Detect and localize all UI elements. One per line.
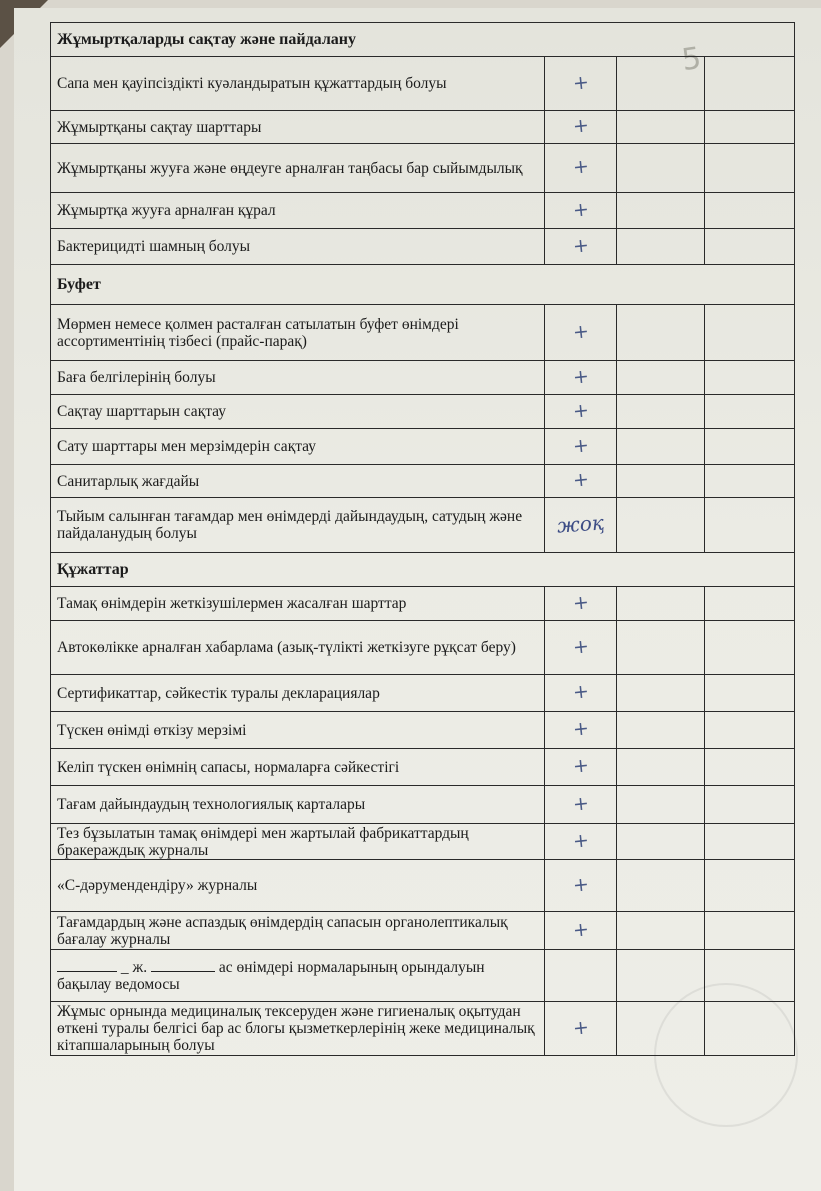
empty-cell [617,395,705,429]
item-text: Тамақ өнімдерін жеткізушілермен жасалған шарттар [51,587,545,621]
handwritten-mark: + [571,872,590,897]
handwritten-page-number: 5 [679,40,704,79]
empty-cell [617,824,705,860]
mark-cell [545,305,617,361]
section-row [51,23,795,57]
item-text: Мөрмен немесе қолмен расталған сатылатын буфет өнімдері ассортиментінің тізбесі (прайс-парақ) [51,305,545,361]
checklist-row [51,305,795,361]
handwritten-mark: + [571,468,590,492]
empty-cell [617,621,705,675]
mark-cell [545,229,617,265]
mark-cell [545,950,617,1002]
mark-cell [545,675,617,712]
handwritten-mark: + [571,114,590,138]
item-text: Жұмыртқа жууға арналған құрал [51,193,545,229]
handwritten-mark: + [571,634,590,659]
empty-cell [617,786,705,824]
empty-cell [705,712,795,749]
checklist-row [51,786,795,824]
handwritten-mark: + [571,1015,590,1040]
checklist-row [51,712,795,749]
checklist-row [51,193,795,229]
checklist-body [51,23,795,1056]
checklist-table [50,22,795,1056]
item-text: Сату шарттары мен мерзімдерін сақтау [51,429,545,465]
item-text: Жұмыртқаны жууға және өңдеуге арналған таңбасы бар сыйымдылық [51,144,545,193]
checklist-row [51,950,795,1002]
checklist-row [51,395,795,429]
item-text: Келіп түскен өнімнің сапасы, нормаларға сәйкестігі [51,749,545,786]
empty-cell [617,950,705,1002]
handwritten-mark: + [571,197,590,222]
empty-cell [617,361,705,395]
item-text: Жұмыртқаны сақтау шарттары [51,111,545,144]
item-text: Сапа мен қауіпсіздікті куәландыратын құжаттардың болуы [51,57,545,111]
empty-cell [617,229,705,265]
item-text: Түскен өнімді өткізу мерзімі [51,712,545,749]
mark-cell [545,786,617,824]
handwritten-mark: + [571,398,590,423]
handwritten-mark: + [571,233,590,258]
empty-cell [617,587,705,621]
empty-cell [705,465,795,498]
section-title: Құжаттар [51,553,795,587]
empty-cell [705,860,795,912]
empty-cell [705,675,795,712]
empty-cell [705,749,795,786]
empty-cell [705,587,795,621]
mark-cell [545,361,617,395]
empty-cell [705,498,795,553]
checklist-row [51,749,795,786]
empty-cell [705,144,795,193]
empty-cell [617,498,705,553]
checklist-row [51,361,795,395]
item-text-part: ас өнімдері нормаларының орындалуын бақылау ведомосы [57,958,485,993]
mark-cell [545,712,617,749]
mark-cell [545,912,617,950]
item-text: Баға белгілерінің болуы [51,361,545,395]
checklist-row [51,465,795,498]
empty-cell [617,712,705,749]
handwritten-mark: + [571,680,590,704]
handwritten-mark: + [571,791,590,816]
mark-cell [545,749,617,786]
handwritten-mark: жоқ [556,509,605,538]
mark-cell [545,824,617,860]
handwritten-mark: + [571,828,590,853]
empty-cell [705,621,795,675]
empty-cell [705,824,795,860]
handwritten-mark: + [571,433,590,458]
checklist-row [51,429,795,465]
section-title: Жұмыртқаларды сақтау және пайдалану [51,23,795,57]
checklist-row [51,57,795,111]
empty-cell [617,305,705,361]
checklist-row [51,1002,795,1056]
handwritten-mark: + [571,319,590,344]
mark-cell [545,498,617,553]
mark-cell [545,57,617,111]
checklist-row [51,824,795,860]
item-text: «С-дәрумендендіру» журналы [51,860,545,912]
item-text: Бактерицидті шамның болуы [51,229,545,265]
mark-cell [545,395,617,429]
checklist-row [51,621,795,675]
empty-cell [705,229,795,265]
item-text: Санитарлық жағдайы [51,465,545,498]
checklist-row [51,587,795,621]
item-text: Тағамдардың және аспаздық өнімдердің сапасын органолептикалық бағалау журналы [51,912,545,950]
item-text-part: _ ж. [117,958,151,976]
item-text: Сақтау шарттарын сақтау [51,395,545,429]
empty-cell [705,912,795,950]
checklist-row [51,229,795,265]
empty-cell [617,749,705,786]
item-text: Сертификаттар, сәйкестік туралы декларациялар [51,675,545,712]
item-text: Автокөлікке арналған хабарлама (азық-түлікті жеткізуге рұқсат беру) [51,621,545,675]
handwritten-mark: + [571,717,590,741]
item-text: Тағам дайындаудың технологиялық карталары [51,786,545,824]
handwritten-mark: + [571,590,590,615]
mark-cell [545,111,617,144]
mark-cell [545,465,617,498]
item-text: Тыйым салынған тағамдар мен өнімдерді дайындаудың, сатудың және пайдаланудың болуы [51,498,545,553]
empty-cell [617,465,705,498]
item-text: Жұмыс орнында медициналық тексеруден және гигиеналық оқытудан өткені туралы белгісі бар ас блогы қызметкерлерінің жеке медициналық кітапшаларының болуы [51,1002,545,1056]
empty-cell [705,429,795,465]
checklist-row [51,912,795,950]
mark-cell [545,860,617,912]
mark-cell [545,193,617,229]
empty-cell [617,860,705,912]
checklist-row [51,860,795,912]
checklist-row [51,144,795,193]
empty-cell [705,193,795,229]
checklist-row [51,498,795,553]
mark-cell [545,144,617,193]
mark-cell [545,1002,617,1056]
empty-cell [705,1002,795,1056]
item-text [51,950,545,1002]
empty-cell [617,429,705,465]
empty-cell [705,111,795,144]
mark-cell [545,587,617,621]
handwritten-mark: + [571,917,590,942]
blank-line [151,959,215,972]
empty-cell [617,675,705,712]
section-row [51,553,795,587]
blank-line [57,959,117,972]
empty-cell [705,57,795,111]
empty-cell [705,786,795,824]
handwritten-mark: + [571,364,590,389]
mark-cell [545,429,617,465]
handwritten-mark: + [571,70,590,95]
handwritten-mark: + [571,155,590,179]
checklist-row [51,675,795,712]
empty-cell [617,1002,705,1056]
empty-cell [617,144,705,193]
section-title: Буфет [51,265,795,305]
section-row [51,265,795,305]
checklist-row [51,111,795,144]
document-sheet [14,8,821,1191]
empty-cell [617,193,705,229]
empty-cell [617,111,705,144]
empty-cell [617,912,705,950]
empty-cell [617,57,705,111]
empty-cell [705,950,795,1002]
item-text: Тез бұзылатын тамақ өнімдері мен жартылай фабрикаттардың бракераждық журналы [51,824,545,860]
mark-cell [545,621,617,675]
empty-cell [705,361,795,395]
empty-cell [705,305,795,361]
empty-cell [705,395,795,429]
handwritten-mark: + [571,754,590,778]
